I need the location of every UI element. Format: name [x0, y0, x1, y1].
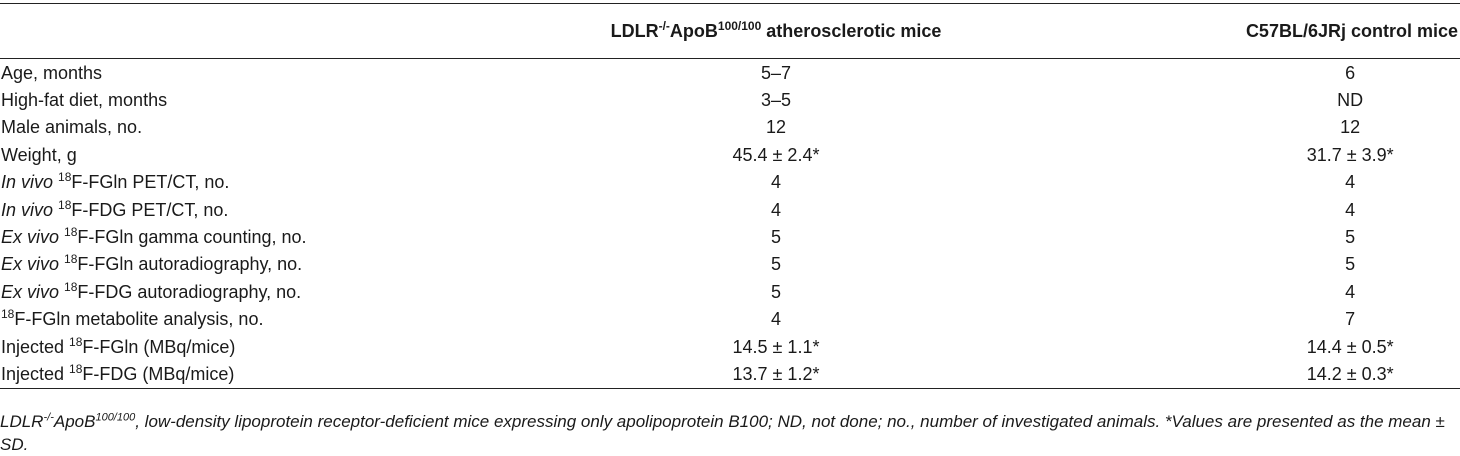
header-control-mice: C57BL/6JRj control mice — [1110, 4, 1460, 59]
row-label-isotope: 18 — [64, 225, 78, 240]
table-row — [0, 196, 1460, 223]
footnote-ldlr: LDLR — [0, 412, 44, 431]
row-label — [0, 169, 442, 196]
row-label — [0, 141, 442, 168]
row-label-text: F-FGln gamma counting, no. — [77, 227, 307, 248]
row-label-isotope: 18 — [58, 170, 72, 185]
row-value-atherosclerotic: 14.5 ± 1.1* — [732, 336, 820, 357]
table-row — [0, 59, 1460, 87]
footnote-apob: ApoB — [53, 412, 96, 431]
row-label — [0, 360, 442, 388]
header-label-cell — [0, 4, 442, 59]
row-value-atherosclerotic: 4 — [770, 199, 781, 220]
row-value-control: 4 — [1345, 281, 1356, 302]
row-label — [0, 223, 442, 250]
row-value-atherosclerotic: 13.7 ± 1.2* — [442, 360, 1111, 388]
row-value-control: 6 — [1345, 62, 1356, 83]
row-value-atherosclerotic: 45.4 ± 2.4* — [732, 144, 820, 165]
row-label-isotope: 18 — [58, 197, 72, 212]
row-value-control: ND — [1337, 90, 1364, 111]
row-label-prefix: Ex vivo — [1, 254, 65, 275]
row-label-text: Age, months — [1, 62, 103, 83]
header-atherosclerotic-mice — [442, 4, 1111, 59]
row-label — [0, 196, 442, 223]
table-row — [0, 169, 1460, 196]
table-row — [0, 306, 1460, 333]
row-label-prefix: Ex vivo — [1, 227, 65, 248]
table-footnote — [0, 410, 1460, 456]
row-label-isotope: 18 — [1, 307, 15, 322]
row-label-text: F-FDG (MBq/mice) — [82, 363, 235, 384]
table-row — [0, 278, 1460, 305]
row-label — [0, 59, 442, 87]
row-label-prefix: In vivo — [1, 199, 59, 220]
header-row — [0, 4, 1460, 59]
row-label-prefix: Injected — [1, 336, 70, 357]
row-value-control: 7 — [1345, 309, 1356, 330]
row-label-prefix: Injected — [1, 363, 70, 384]
row-value-control: 5 — [1345, 254, 1356, 275]
table-row — [0, 86, 1460, 113]
header-ath-sup1: -/- — [658, 19, 670, 33]
row-label-text: Male animals, no. — [1, 117, 143, 138]
row-label — [0, 86, 442, 113]
row-label-isotope: 18 — [69, 361, 83, 376]
row-value-atherosclerotic: 5 — [770, 254, 781, 275]
row-value-atherosclerotic: 4 — [770, 172, 781, 193]
row-value-control: 14.4 ± 0.5* — [1306, 336, 1394, 357]
data-table-container — [0, 3, 1460, 389]
row-label — [0, 114, 442, 141]
row-label — [0, 333, 442, 360]
row-value-control: 4 — [1345, 172, 1356, 193]
row-label-prefix: Ex vivo — [1, 281, 65, 302]
header-ath-ldlr: LDLR — [610, 21, 659, 41]
row-value-control: 31.7 ± 3.9* — [1306, 144, 1394, 165]
table-row — [0, 333, 1460, 360]
row-label-isotope: 18 — [64, 252, 78, 267]
footnote-sup2: 100/100 — [95, 411, 136, 424]
row-label-isotope: 18 — [64, 279, 78, 294]
table-header — [0, 4, 1460, 59]
table-row — [0, 114, 1460, 141]
row-label-isotope: 18 — [69, 334, 83, 349]
row-label — [0, 278, 442, 305]
row-value-atherosclerotic: 4 — [770, 309, 781, 330]
row-label — [0, 251, 442, 278]
header-ath-sup2: 100/100 — [717, 19, 762, 33]
header-ath-apob: ApoB — [669, 21, 718, 41]
row-label-text: High-fat diet, months — [1, 90, 168, 111]
row-value-atherosclerotic: 5 — [770, 227, 781, 248]
row-value-atherosclerotic: 12 — [765, 117, 786, 138]
row-label-text: F-FDG PET/CT, no. — [71, 199, 229, 220]
table-row — [0, 223, 1460, 250]
table-body — [0, 59, 1460, 389]
row-value-control: 14.2 ± 0.3* — [1110, 360, 1460, 388]
data-table — [0, 3, 1460, 389]
row-value-atherosclerotic: 5 — [770, 281, 781, 302]
row-label-text: F-FDG autoradiography, no. — [77, 281, 302, 302]
table-row — [0, 141, 1460, 168]
table-row — [0, 360, 1460, 388]
table-row — [0, 251, 1460, 278]
row-label-text: F-FGln metabolite analysis, no. — [14, 309, 264, 330]
row-value-control: 4 — [1345, 199, 1356, 220]
row-value-control: 5 — [1345, 227, 1356, 248]
row-value-atherosclerotic: 3–5 — [760, 90, 792, 111]
row-label-prefix: In vivo — [1, 172, 59, 193]
header-ath-tail: atherosclerotic mice — [761, 21, 942, 41]
row-label-text: F-FGln (MBq/mice) — [82, 336, 236, 357]
row-value-atherosclerotic: 5–7 — [760, 62, 792, 83]
row-value-control: 12 — [1340, 117, 1361, 138]
row-label — [0, 306, 442, 333]
row-label-text: F-FGln autoradiography, no. — [77, 254, 303, 275]
row-label-text: F-FGln PET/CT, no. — [71, 172, 230, 193]
footnote-sup1: -/- — [43, 411, 54, 424]
row-label-text: Weight, g — [1, 144, 77, 165]
footnote-text: , low-density lipoprotein receptor-deficient mice expressing only apolipoprotein B100; ND, not done; no., number of investigated animals. *Values are presented as the mean ± SD. — [0, 412, 1445, 454]
